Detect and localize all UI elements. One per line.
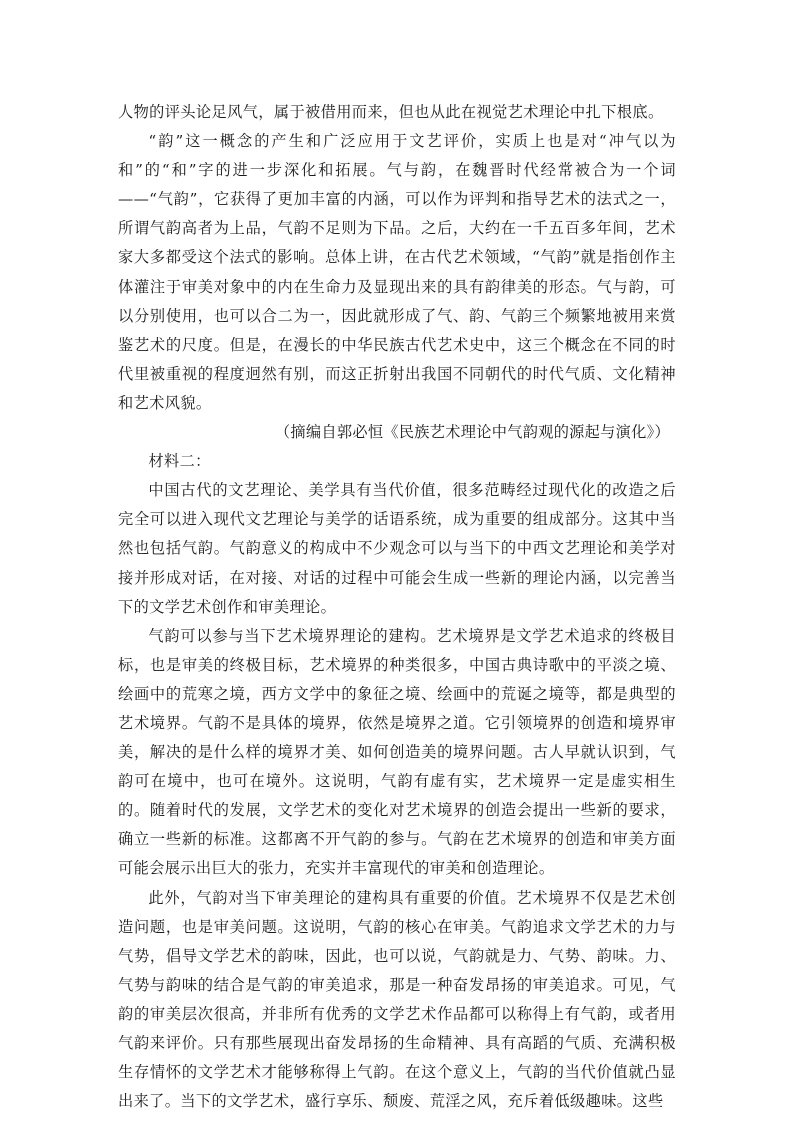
document-page [118, 98, 676, 1116]
paragraph-aesthetic-theory: 此外，气韵对当下审美理论的建构具有重要的价值。艺术境界不仅是艺术创造问题，也是审美问题。这说明，气韵的核心在审美。气韵追求文学艺术的力与气势，倡导文学艺术的韵味，因此，也可以说，气韵就是力、气势、韵味。力、气势与韵味的结合是气韵的审美追求，那是一种奋发昂扬的审美追求。可见，气韵的审美层次很高，并非所有优秀的文学艺术作品都可以称得上有气韵，或者用气韵来评价。只有那些展现出奋发昂扬的生命精神、具有高蹈的气质、充满积极生存情怀的文学艺术才能够称得上气韵。在这个意义上，气韵的当代价值就凸显出来了。当下的文学艺术，盛行享乐、颓废、荒淫之风，充斥着低级趣味。这些 [118, 888, 676, 1111]
paragraph-art-realm: 气韵可以参与当下艺术境界理论的建构。艺术境界是文学艺术追求的终极目标，也是审美的终极目标，艺术境界的种类很多，中国古典诗歌中的平淡之境、绘画中的荒寒之境，西方文学中的象征之境、绘画中的荒诞之境等，都是典型的艺术境界。气韵不是具体的境界，依然是境界之道。它引领境界的创造和境界审美，解决的是什么样的境界才美、如何创造美的境界问题。古人早就认识到，气韵可在境中，也可在境外。这说明，气韵有虚有实，艺术境界一定是虚实相生的。随着时代的发展，文学艺术的变化对艺术境界的创造会提出一些新的要求，确立一些新的标准。这都离不开气韵的参与。气韵在艺术境界的创造和审美方面可能会展示出巨大的张力，充实并丰富现代的审美和创造理论。 [118, 626, 676, 878]
material-two-heading: 材料二： [148, 452, 211, 471]
paragraph-continuation: 人物的评头论足风气，属于被借用而来，但也从此在视觉艺术理论中扎下根底。 [118, 103, 664, 121]
paragraph-contemporary-value: 中国古代的文艺理论、美学具有当代价值，很多范畴经过现代化的改造之后完全可以进入现代文艺理论与美学的话语系统，成为重要的组成部分。这其中当然也包括气韵。气韵意义的构成中不少观念可以与当下的中西文艺理论和美学对接并形成对话，在对接、对话的过程中可能会生成一些新的理论内涵，以完善当下的文学艺术创作和审美理论。 [118, 481, 676, 616]
source-citation: （摘编自郭必恒《民族艺术理论中气韵观的源起与演化》） [274, 423, 670, 442]
paragraph-yun-concept: “韵”这一概念的产生和广泛应用于文艺评价，实质上也是对“冲气以为和”的“和”字的进一步深化和拓展。气与韵，在魏晋时代经常被合为一个词——“气韵”，它获得了更加丰富的内涵，可以作为评判和指导艺术的法式之一，所谓气韵高者为上品，气韵不足则为下品。之后，大约在一千五百多年间，艺术家大多都受这个法式的影响。总体上讲，在古代艺术领域，“气韵”就是指创作主体灌注于审美对象中的内在生命力及显现出来的具有韵律美的形态。气与韵，可以分别使用，也可以合二为一，因此就形成了气、韵、气韵三个频繁地被用来赏鉴艺术的尺度。但是，在漫长的中华民族古代艺术史中，这三个概念在不同的时代里被重视的程度迥然有别，而这正折射出我国不同朝代的时代气质、文化精神和艺术风貌。 [118, 132, 676, 412]
